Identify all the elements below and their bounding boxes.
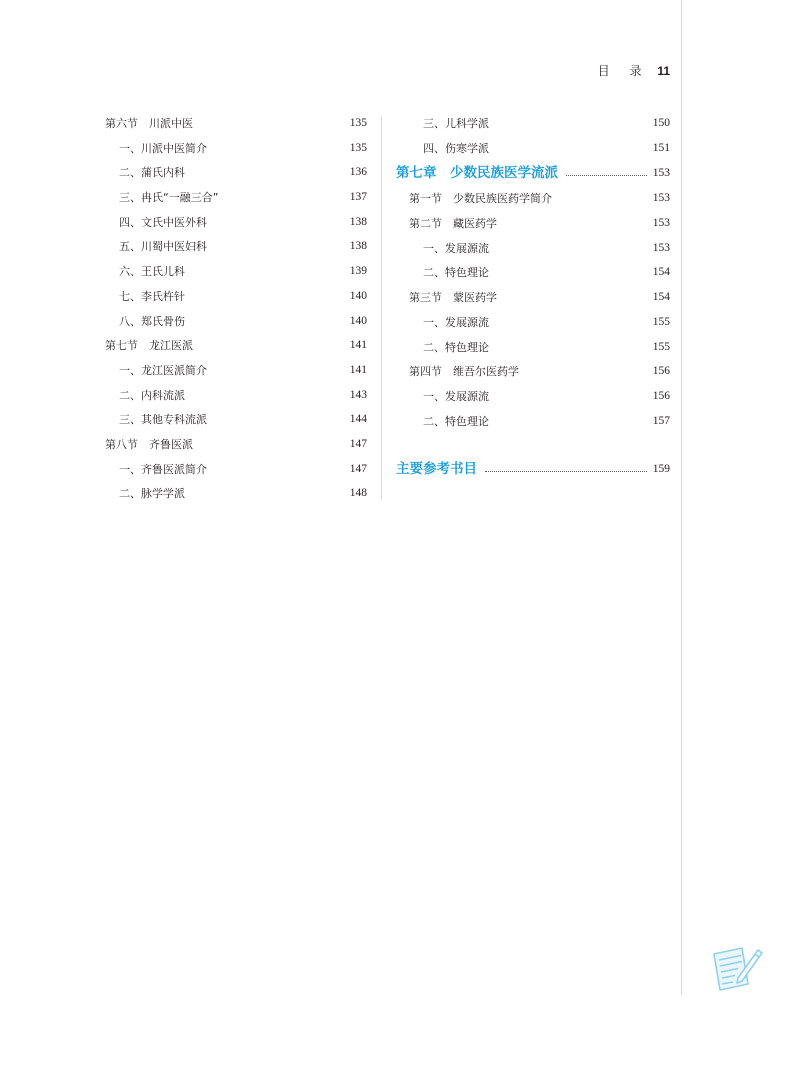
toc-entry-page: 148 xyxy=(349,487,367,500)
toc-item-row[interactable] xyxy=(396,115,670,140)
toc-entry-label: 八、郑氏骨伤 xyxy=(119,314,185,328)
header-page-number: 11 xyxy=(657,64,670,78)
toc-entry-label: 四、文氏中医外科 xyxy=(119,215,207,229)
toc-entry-label: 二、特色理论 xyxy=(423,266,489,280)
toc-item-row[interactable] xyxy=(396,413,670,438)
toc-leader-dots xyxy=(485,460,647,472)
toc-entry-label: 第一节 少数民族医药学简介 xyxy=(409,192,552,206)
toc-item-row[interactable] xyxy=(105,238,367,263)
toc-entry-label: 六、王氏儿科 xyxy=(119,265,185,279)
toc-entry-page: 153 xyxy=(652,192,670,205)
toc-entry-label: 三、冉氏“一融三合” xyxy=(119,191,219,205)
toc-entry-page: 140 xyxy=(349,289,367,302)
toc-entry-label: 第六节 川派中医 xyxy=(105,117,193,130)
toc-entry-label: 一、发展源流 xyxy=(423,241,489,255)
toc-entry-label: 二、蒲氏内科 xyxy=(119,166,185,180)
toc-entry-page: 139 xyxy=(349,265,367,278)
toc-entry-page: 154 xyxy=(652,266,670,279)
toc-entry-page: 141 xyxy=(349,363,367,376)
toc-entry-page: 159 xyxy=(652,463,670,476)
toc-item-row[interactable] xyxy=(105,164,367,189)
toc-entry-page: 157 xyxy=(652,414,670,427)
toc-entry-page: 147 xyxy=(349,437,367,450)
toc-entry-page: 135 xyxy=(349,141,367,154)
toc-entry-page: 155 xyxy=(652,340,670,353)
toc-section-row[interactable] xyxy=(396,289,670,314)
toc-chapter-row[interactable] xyxy=(396,460,670,486)
toc-entry-label: 主要参考书目 xyxy=(396,461,477,478)
toc-entry-page: 156 xyxy=(652,389,670,402)
toc-entry-label: 一、发展源流 xyxy=(423,389,489,403)
toc-item-row[interactable] xyxy=(396,140,670,165)
toc-item-row[interactable] xyxy=(105,214,367,239)
toc-entry-page: 138 xyxy=(349,215,367,228)
toc-item-row[interactable] xyxy=(105,140,367,165)
toc-entry-page: 143 xyxy=(349,388,367,401)
toc-entry-page: 137 xyxy=(349,191,367,204)
toc-item-row[interactable] xyxy=(396,388,670,413)
toc-item-row[interactable] xyxy=(396,339,670,364)
toc-item-row[interactable] xyxy=(396,264,670,289)
toc-entry-page: 140 xyxy=(349,314,367,327)
toc-item-row[interactable] xyxy=(105,288,367,313)
toc-item-row[interactable] xyxy=(396,314,670,339)
toc-entry-page: 141 xyxy=(349,339,367,352)
toc-entry-label: 一、齐鲁医派简介 xyxy=(119,462,207,476)
toc-item-row[interactable] xyxy=(105,461,367,486)
toc-entry-page: 153 xyxy=(652,167,670,180)
toc-item-row[interactable] xyxy=(105,485,367,510)
toc-entry-page: 150 xyxy=(652,117,670,129)
memo-pencil-icon xyxy=(708,940,764,996)
toc-item-row[interactable] xyxy=(105,411,367,436)
toc-entry-label: 一、发展源流 xyxy=(423,315,489,329)
toc-entry-label: 二、内科流派 xyxy=(119,388,185,402)
toc-entry-label: 第七章 少数民族医学流派 xyxy=(396,165,558,182)
toc-entry-label: 第四节 维吾尔医药学 xyxy=(409,365,519,379)
toc-entry-page: 136 xyxy=(349,166,367,179)
toc-entry-page: 153 xyxy=(652,217,670,230)
toc-spacer xyxy=(396,437,670,460)
toc-entry-page: 156 xyxy=(652,365,670,378)
toc-entry-label: 第八节 齐鲁医派 xyxy=(105,437,193,451)
toc-entry-label: 七、李氏杵针 xyxy=(119,289,185,303)
toc-item-row[interactable] xyxy=(105,313,367,338)
toc-chapter-row[interactable] xyxy=(396,164,670,190)
toc-section-row[interactable] xyxy=(105,337,367,362)
running-header xyxy=(598,62,670,79)
toc-left-column xyxy=(105,115,367,510)
margin-rule xyxy=(681,0,682,995)
column-divider xyxy=(381,116,382,500)
toc-section-row[interactable] xyxy=(105,436,367,461)
toc-entry-label: 四、伤寒学派 xyxy=(423,141,489,155)
toc-entry-label: 三、儿科学派 xyxy=(423,117,489,130)
toc-entry-label: 五、川蜀中医妇科 xyxy=(119,240,207,254)
toc-entry-label: 一、川派中医简介 xyxy=(119,141,207,155)
toc-item-row[interactable] xyxy=(105,189,367,214)
toc-entry-label: 三、其他专科流派 xyxy=(119,413,207,427)
toc-item-row[interactable] xyxy=(105,263,367,288)
toc-entry-page: 155 xyxy=(652,315,670,328)
toc-entry-label: 二、特色理论 xyxy=(423,340,489,354)
toc-section-row[interactable] xyxy=(396,363,670,388)
toc-entry-label: 第三节 蒙医药学 xyxy=(409,291,497,305)
toc-section-row[interactable] xyxy=(105,115,367,140)
toc-entry-page: 151 xyxy=(652,141,670,154)
toc-entry-label: 二、脉学学派 xyxy=(119,487,185,501)
toc-item-row[interactable] xyxy=(396,240,670,265)
toc-leader-dots xyxy=(566,164,647,176)
toc-entry-page: 147 xyxy=(349,462,367,475)
toc-entry-label: 一、龙江医派简介 xyxy=(119,363,207,377)
toc-section-row[interactable] xyxy=(396,190,670,215)
header-title: 目 录 xyxy=(597,64,650,78)
toc-entry-page: 153 xyxy=(652,241,670,254)
toc-entry-label: 二、特色理论 xyxy=(423,414,489,428)
toc-entry-page: 154 xyxy=(652,291,670,304)
toc-entry-page: 138 xyxy=(349,240,367,253)
toc-entry-label: 第二节 藏医药学 xyxy=(409,217,497,231)
toc-item-row[interactable] xyxy=(105,362,367,387)
toc-right-column xyxy=(396,115,670,486)
toc-section-row[interactable] xyxy=(396,215,670,240)
toc-item-row[interactable] xyxy=(105,387,367,412)
toc-entry-page: 135 xyxy=(349,117,367,129)
toc-entry-label: 第七节 龙江医派 xyxy=(105,339,193,353)
toc-entry-page: 144 xyxy=(349,413,367,426)
